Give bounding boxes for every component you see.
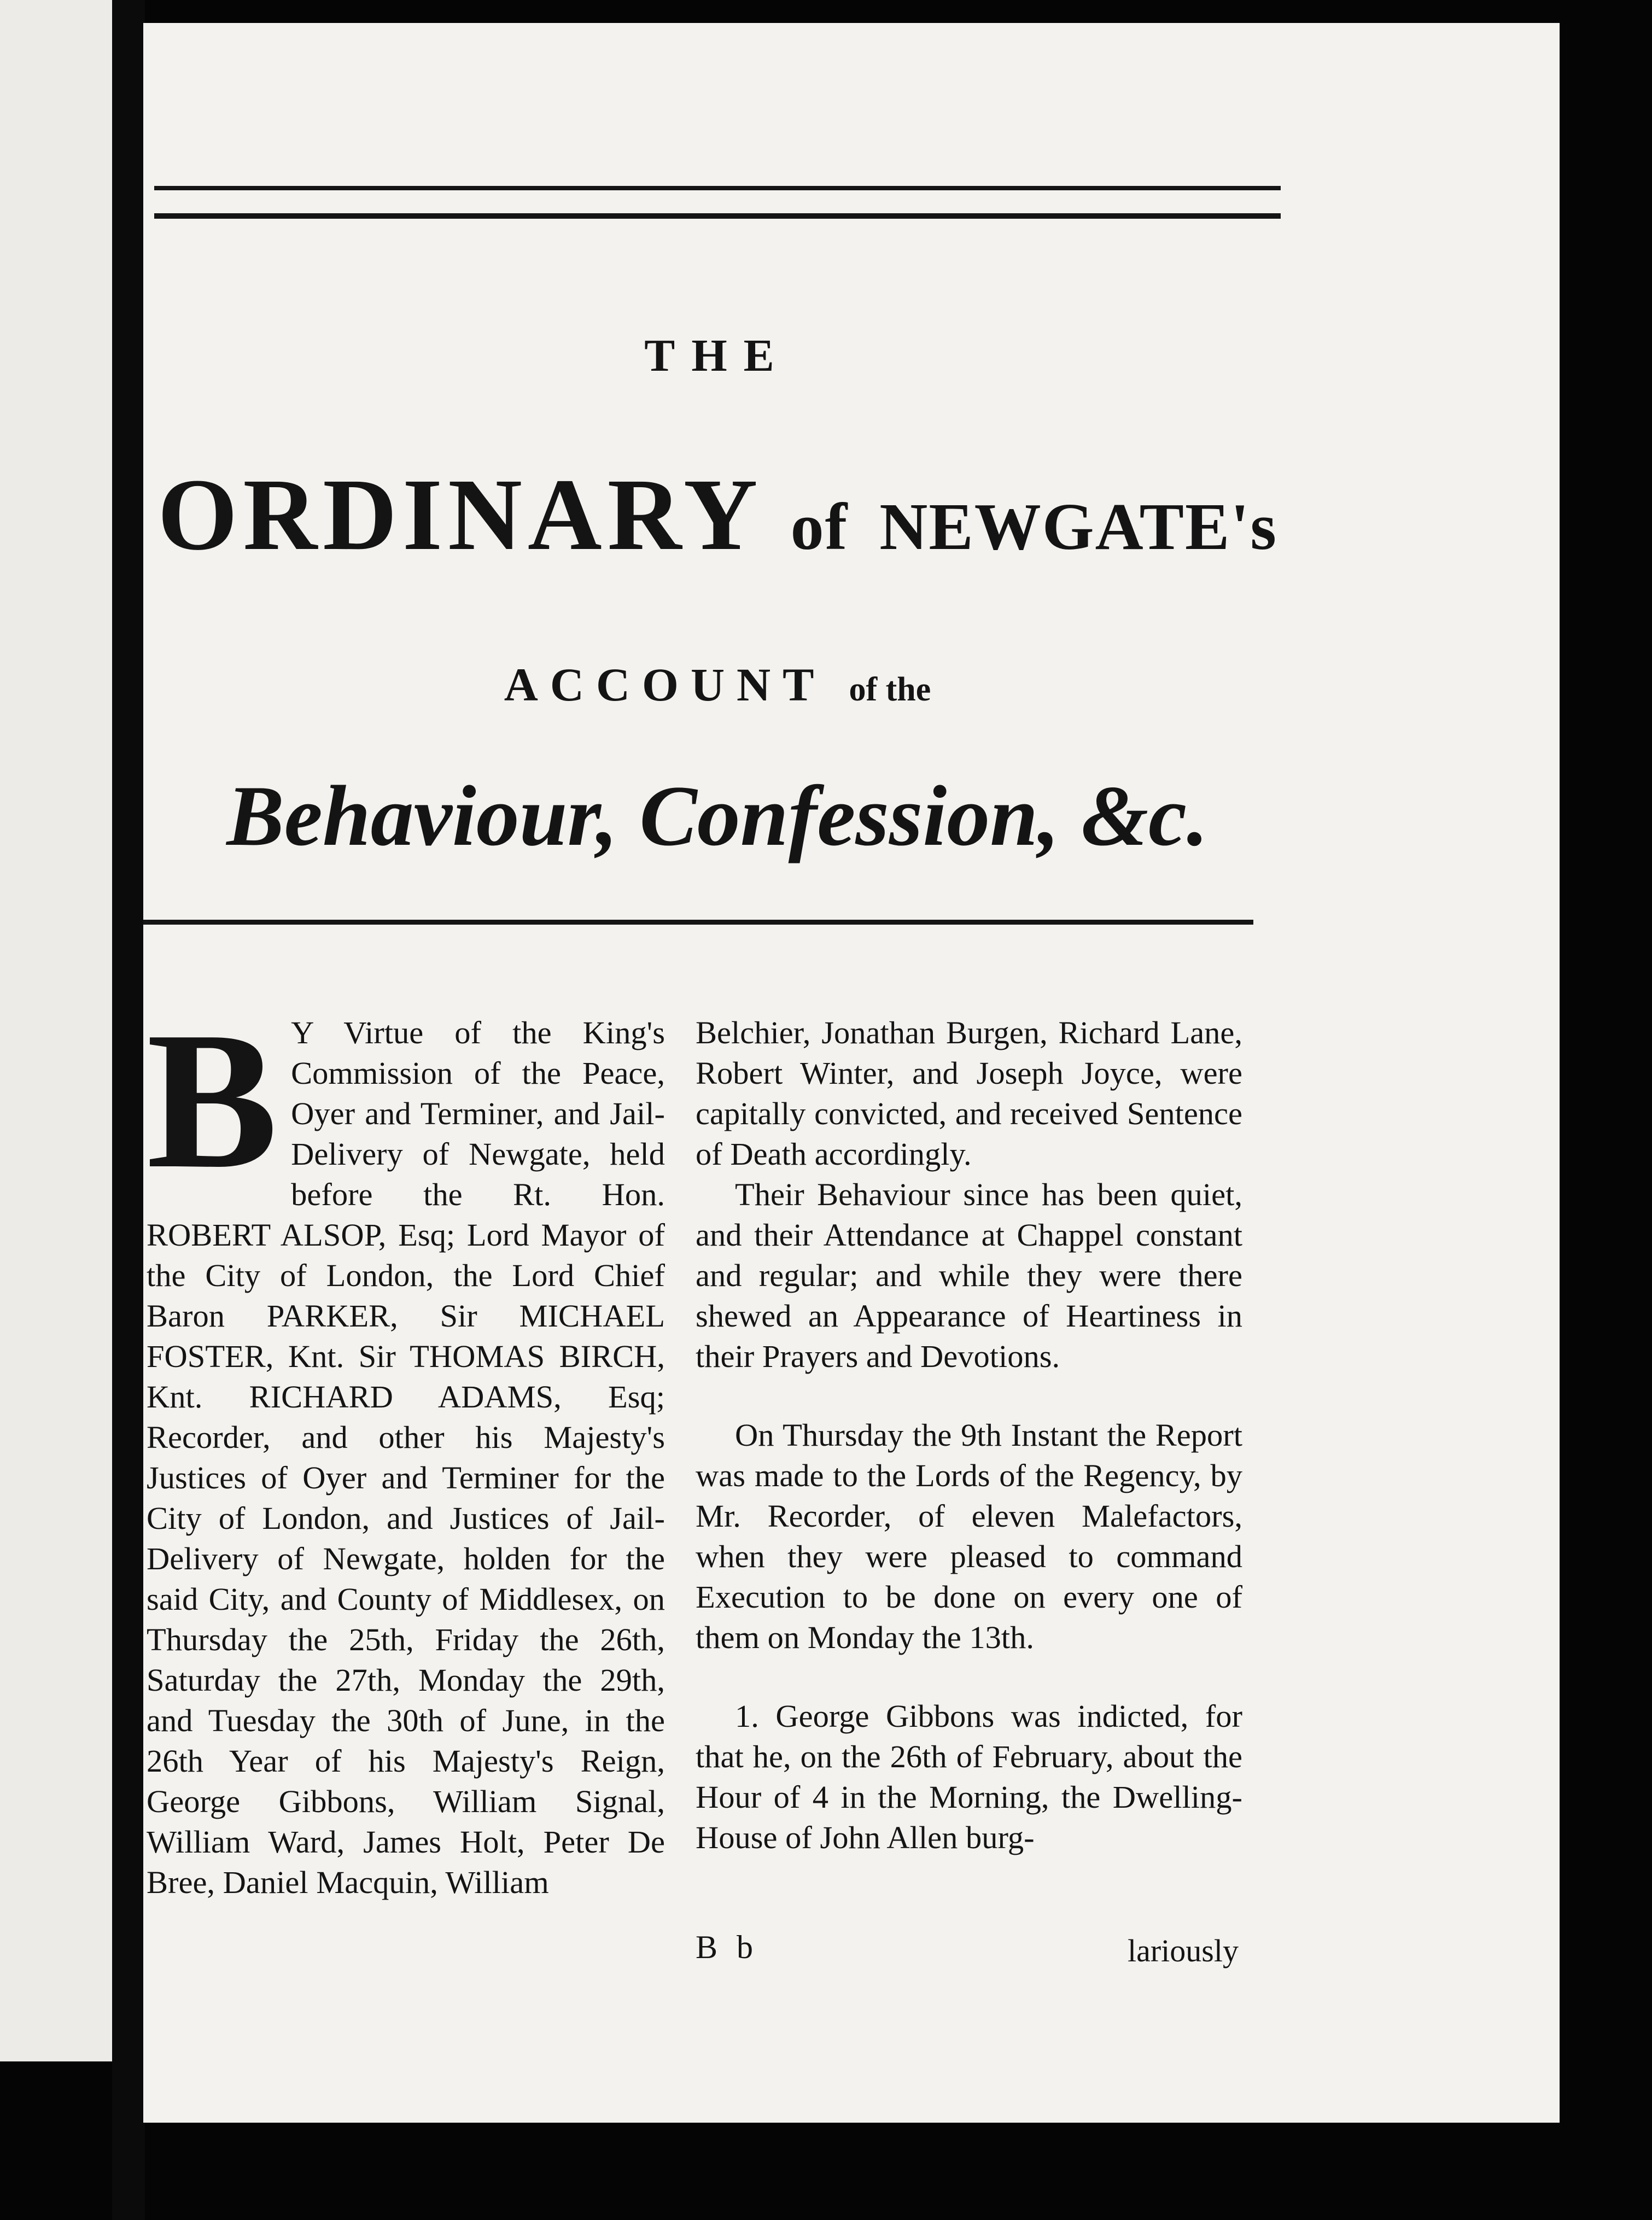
header-rule-top bbox=[154, 186, 1281, 190]
title-ordinary-line bbox=[149, 455, 1286, 574]
signature-mark: B b bbox=[696, 1929, 759, 1965]
title-newgates: NEWGATE's bbox=[879, 490, 1277, 564]
catchword: lariously bbox=[1128, 1933, 1239, 1968]
right-column-paragraph-2: Their Behaviour since has been quiet, and their Attendance at Chappel constant and regular; and while they were there shewed an Appearance of Heartiness in their Prayers and Devotions. bbox=[696, 1177, 1242, 1374]
section-divider bbox=[143, 920, 1253, 925]
document-page bbox=[143, 23, 1560, 2123]
title-ordinary: ORDINARY bbox=[157, 457, 760, 571]
drop-cap: B bbox=[147, 991, 278, 1209]
title-of-the: of the bbox=[849, 671, 931, 708]
facing-page-edge bbox=[0, 0, 115, 2061]
right-column bbox=[696, 1013, 1242, 1858]
title-account-line bbox=[143, 657, 1292, 712]
right-column-paragraph-1: Belchier, Jonathan Burgen, Richard Lane, Robert Winter, and Joseph Joyce, were capitally convicted, and received Sentence of Death accordingly. bbox=[696, 1015, 1242, 1172]
title-behaviour-confession: Behaviour, Confession, &c. bbox=[226, 768, 1209, 864]
title-of: of bbox=[790, 490, 849, 564]
right-column-paragraph-3: On Thursday the 9th Instant the Report was made to the Lords of the Regency, by Mr. Recorder, of eleven Malefactors, when they were pleased to command Execution to be done on every one of them on Monday the 13th. bbox=[696, 1417, 1242, 1655]
header-rule-bottom bbox=[154, 213, 1281, 219]
book-gutter bbox=[112, 0, 145, 2220]
left-column bbox=[147, 991, 665, 1903]
left-column-paragraph: Y Virtue of the King's Commission of the Peace, Oyer and Terminer, and Jail-Delivery of Newgate, held before the Rt. Hon. ROBERT ALSOP, Esq; Lord Mayor of the City of London, the Lord Chief Baron PARKER, Sir MICHAEL FOSTER, Knt. Sir THOMAS BIRCH, Knt. RICHARD ADAMS, Esq; Recorder, and other his Majesty's Justices of Oyer and Terminer for the City of London, and Justices of Jail-Delivery of Newgate, holden for the said City, and County of Middlesex, on Thursday the 25th, Friday the 26th, Saturday the 27th, Monday the 29th, and Tuesday the 30th of June, in the 26th Year of his Majesty's Reign, George Gibbons, William Signal, William Ward, James Holt, Peter De Bree, Daniel Macquin, William bbox=[147, 1015, 665, 1900]
title-the: THE bbox=[644, 330, 791, 381]
right-column-paragraph-4: 1. George Gibbons was indicted, for that he, on the 26th of February, about the Hour of 4 in the Morning, the Dwelling-House of John Allen burg- bbox=[696, 1698, 1242, 1855]
title-account: ACCOUNT bbox=[504, 658, 825, 711]
